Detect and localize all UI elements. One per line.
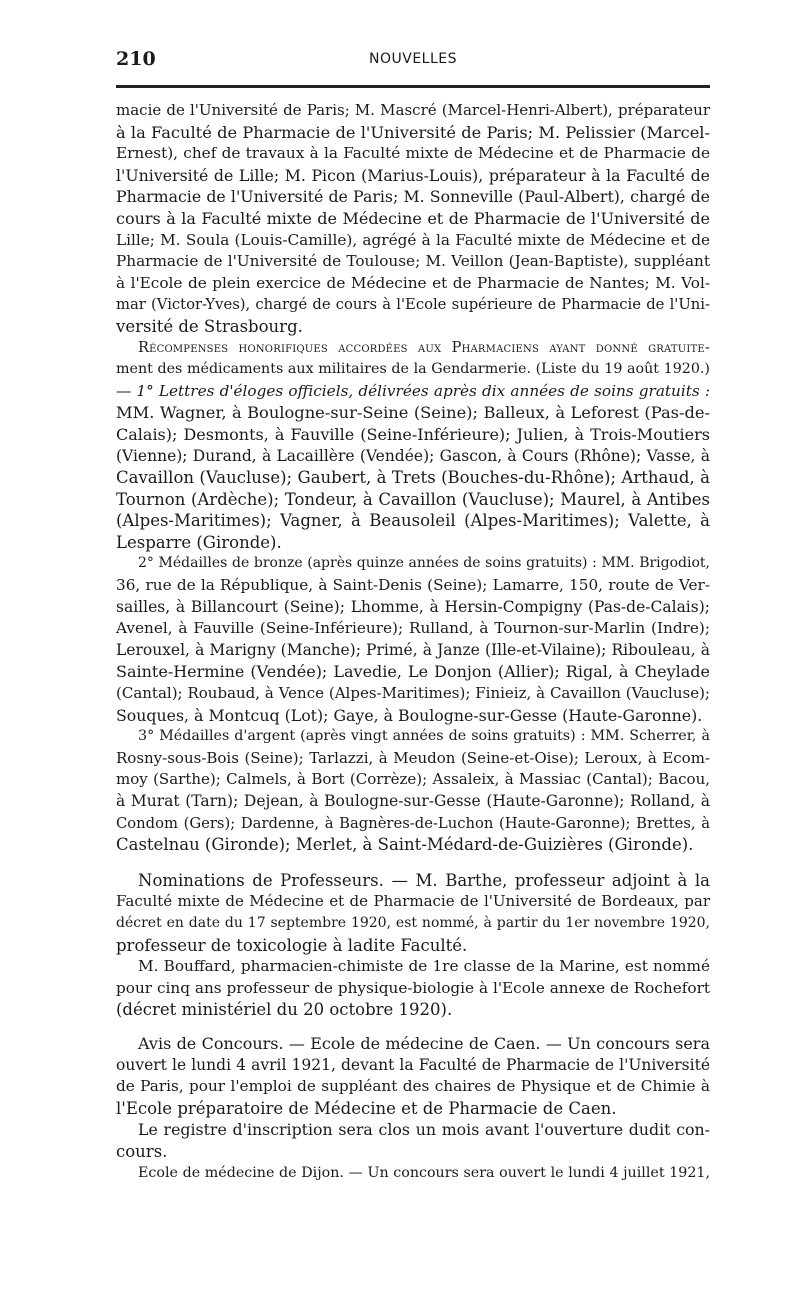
page-header [116,48,710,94]
text-line: Faculté mixte de Médecine et de Pharmacie de l'Université de Bordeaux, par [116,892,710,911]
header-rule [116,85,710,88]
text-line: ouvert le lundi 4 avril 1921, devant la Faculté de Pharmacie de l'Université [116,1055,710,1074]
text-line: Castelnau (Gironde); Merlet, à Saint-Médard-de-Guizières (Gironde). [116,835,694,855]
text-line: Tournon (Ardèche); Tondeur, à Cavaillon (Vaucluse); Maurel, à Antibes [116,489,710,509]
text-line: moy (Sarthe); Calmels, à Bort (Corrèze); Assaleix, à Massiac (Cantal); Bacou, [116,770,710,789]
page-body [116,100,710,1184]
paragraph-recompenses [116,338,710,856]
paragraph-spacer [116,856,710,870]
text-line: (Alpes-Maritimes); Vagner, à Beausoleil (Alpes-Maritimes); Valette, à [116,511,710,531]
section-heading-concours: Avis de Concours. — Ecole de médecine de Caen. — Un concours sera [138,1033,710,1053]
text-line: décret en date du 17 septembre 1920, est nommé, à partir du 1er novembre 1920, [116,914,710,931]
section-heading-nominations: Nominations de Professeurs. — M. Barthe, professeur adjoint à la [138,870,710,890]
paragraph-nominations [116,870,710,1021]
text-line: MM. Wagner, à Boulogne-sur-Seine (Seine); Balleux, à Leforest (Pas-de- [116,403,710,423]
text-line-dijon: Ecole de médecine de Dijon. — Un concours sera ouvert le lundi 4 juillet 1921, [138,1164,710,1181]
text-line: Souques, à Montcuq (Lot); Gaye, à Boulogne-sur-Gesse (Haute-Garonne). [116,705,703,725]
text-line: Cavaillon (Vaucluse); Gaubert, à Trets (Bouches-du-Rhône); Arthaud, à [116,468,710,488]
text-line: M. Bouffard, pharmacien-chimiste de 1re classe de la Marine, est nommé [138,957,710,976]
running-head: NOUVELLES [369,51,457,67]
text-line: l'Université de Lille; M. Picon (Marius-Louis), préparateur à la Faculté de [116,165,710,185]
paragraph-spacer [116,1021,710,1033]
text-line: (Cantal); Roubaud, à Vence (Alpes-Maritimes); Finieiz, à Cavaillon (Vaucluse); [116,684,710,703]
text-line: (Vienne); Durand, à Lacaillère (Vendée); Gascon, à Cours (Rhône); Vasse, à [116,446,710,465]
text-line: (décret ministériel du 20 octobre 1920). [116,1000,453,1020]
paragraph-appointments [116,100,710,338]
page-number: 210 [116,48,156,70]
subheading-argent: 3° Médailles d'argent (après vingt années de soins gratuits) : MM. Scherrer, à [138,728,710,745]
text-line: cours à la Faculté mixte de Médecine et de Pharmacie de l'Université de [116,208,710,228]
text-line: sailles, à Billancourt (Seine); Lhomme, à Hersin-Compigny (Pas-de-Calais); [116,597,710,616]
text-line: mar (Victor-Yves), chargé de cours à l'Ecole supérieure de Pharmacie de l'Uni- [116,296,710,314]
text-line: cours. [116,1141,168,1161]
text-line: ment des médicaments aux militaires de la Gendarmerie. (Liste du 19 août 1920.) [116,361,710,378]
text-line: versité de Strasbourg. [116,316,303,336]
text-line: pour cinq ans professeur de physique-biologie à l'Ecole annexe de Rochefort [116,978,710,997]
text-line: à la Faculté de Pharmacie de l'Université de Paris; M. Pelissier (Marcel- [116,122,710,142]
text-line: macie de l'Université de Paris; M. Mascré (Marcel-Henri-Albert), préparateur [116,101,710,119]
text-line: Condom (Gers); Dardenne, à Bagnères-de-Luchon (Haute-Garonne); Brettes, à [116,814,710,832]
subheading-bronze: 2° Médailles de bronze (après quinze années de soins gratuits) : MM. Brigodiot, [138,555,710,572]
text-line: Pharmacie de l'Université de Toulouse; M. Veillon (Jean-Baptiste), suppléant [116,252,710,271]
text-line: de Paris, pour l'emploi de suppléant des chaires de Physique et de Chimie à [116,1077,710,1096]
text-line: Calais); Desmonts, à Fauville (Seine-Inférieure); Julien, à Trois-Moutiers [116,424,710,444]
paragraph-concours [116,1033,710,1184]
section-heading-recompenses: Récompenses honorifiques accordées aux Pharmaciens ayant donné gratuite- [138,339,710,356]
text-line: à l'Ecole de plein exercice de Médecine et de Pharmacie de Nantes; M. Vol- [116,273,710,292]
text-line: Sainte-Hermine (Vendée); Lavedie, Le Donjon (Allier); Rigal, à Cheylade [116,662,710,682]
subheading-lettres: — 1° Lettres d'éloges officiels, délivrées après dix années de soins gratuits : [116,381,710,400]
text-line: Pharmacie de l'Université de Paris; M. Sonneville (Paul-Albert), chargé de [116,187,710,207]
text-line: Lille; M. Soula (Louis-Camille), agrégé à la Faculté mixte de Médecine et de [116,230,710,249]
text-line: Lesparre (Gironde). [116,532,282,552]
text-line: 36, rue de la République, à Saint-Denis (Seine); Lamarre, 150, route de Ver- [116,576,710,595]
text-line: professeur de toxicologie à ladite Faculté. [116,935,468,955]
text-line: Le registre d'inscription sera clos un mois avant l'ouverture dudit con- [138,1120,710,1140]
text-line: Avenel, à Fauville (Seine-Inférieure); Rulland, à Tournon-sur-Marlin (Indre); [116,619,710,638]
text-line: Ernest), chef de travaux à la Faculté mixte de Médecine et de Pharmacie de [116,144,710,163]
text-line: à Murat (Tarn); Dejean, à Boulogne-sur-Gesse (Haute-Garonne); Rolland, à [116,792,710,810]
text-line: Rosny-sous-Bois (Seine); Tarlazzi, à Meudon (Seine-et-Oise); Leroux, à Ecom- [116,748,710,767]
text-line: Lerouxel, à Marigny (Manche); Primé, à Janze (Ille-et-Vilaine); Ribouleau, à [116,640,710,659]
text-line: l'Ecole préparatoire de Médecine et de Pharmacie de Caen. [116,1098,617,1118]
